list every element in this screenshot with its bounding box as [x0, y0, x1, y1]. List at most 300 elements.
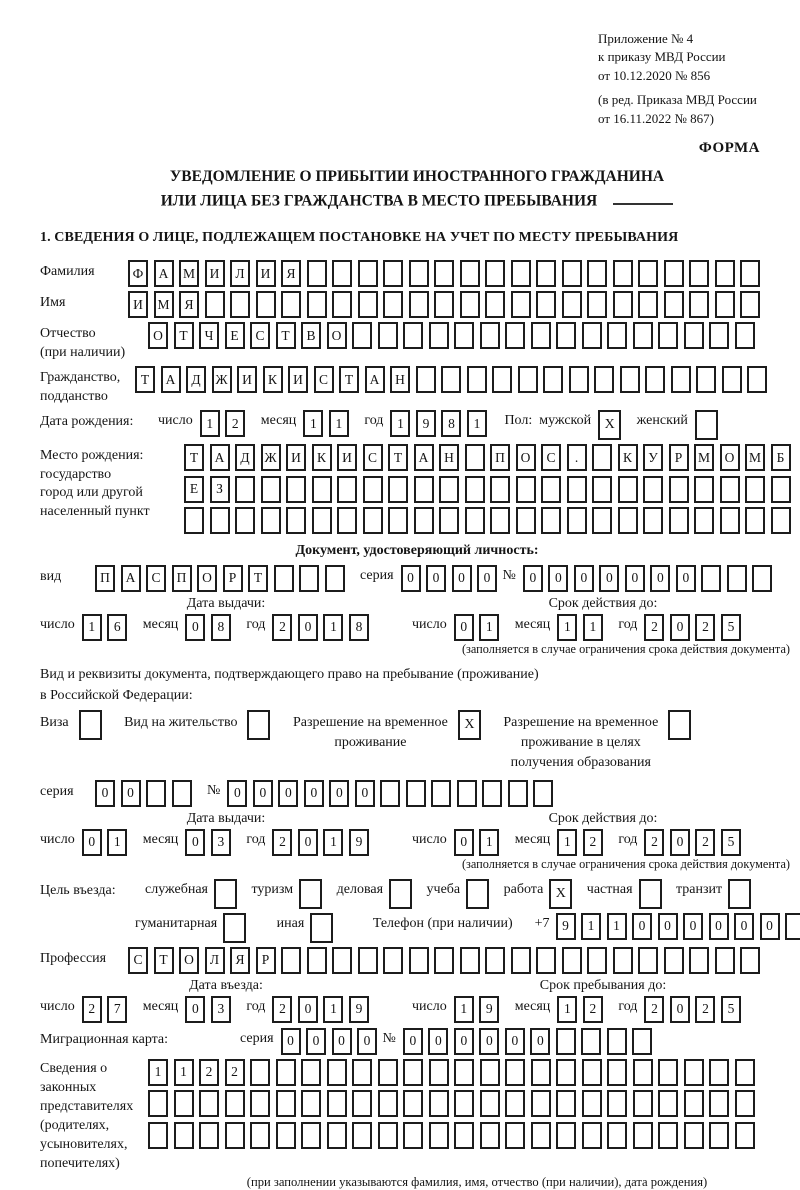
char-cell[interactable] [658, 322, 678, 349]
char-cell[interactable] [358, 291, 378, 318]
char-cell[interactable]: 1 [607, 913, 627, 940]
char-cell[interactable] [230, 291, 250, 318]
char-cell[interactable] [327, 1122, 347, 1149]
char-cell[interactable]: 2 [644, 829, 664, 856]
char-cell[interactable] [441, 366, 461, 393]
char-cell[interactable] [383, 291, 403, 318]
char-cell[interactable] [406, 780, 426, 807]
char-cell[interactable]: 1 [329, 410, 349, 437]
char-cell[interactable] [172, 780, 192, 807]
purpose-other-checkbox[interactable] [310, 913, 339, 943]
char-cell[interactable] [454, 322, 474, 349]
char-cell[interactable]: 1 [82, 614, 102, 641]
char-cell[interactable]: 0 [530, 1028, 550, 1055]
char-cell[interactable] [715, 291, 735, 318]
char-cell[interactable]: А [210, 444, 230, 471]
temp-residence-checkbox[interactable] [458, 710, 487, 740]
char-cell[interactable] [250, 1059, 270, 1086]
char-cell[interactable] [460, 947, 480, 974]
char-cell[interactable]: О [179, 947, 199, 974]
char-cell[interactable] [689, 291, 709, 318]
purpose-business-checkbox[interactable] [389, 879, 418, 909]
id-doc-kind-field[interactable] [95, 565, 350, 592]
char-cell[interactable] [485, 260, 505, 287]
char-cell[interactable] [696, 366, 716, 393]
char-cell[interactable]: У [643, 444, 663, 471]
char-cell[interactable]: 2 [272, 614, 292, 641]
char-cell[interactable] [541, 476, 561, 503]
char-cell[interactable] [709, 1122, 729, 1149]
char-cell[interactable] [439, 476, 459, 503]
char-cell[interactable] [301, 1059, 321, 1086]
purpose-official-checkbox[interactable] [214, 879, 243, 909]
char-cell[interactable]: 0 [298, 996, 318, 1023]
char-cell[interactable]: Н [439, 444, 459, 471]
char-cell[interactable]: С [541, 444, 561, 471]
char-cell[interactable] [511, 947, 531, 974]
char-cell[interactable]: 2 [583, 996, 603, 1023]
char-cell[interactable] [516, 507, 536, 534]
char-cell[interactable] [658, 1122, 678, 1149]
char-cell[interactable]: 2 [82, 996, 102, 1023]
char-cell[interactable] [607, 322, 627, 349]
char-cell[interactable] [638, 260, 658, 287]
char-cell[interactable]: 2 [644, 614, 664, 641]
char-cell[interactable]: И [128, 291, 148, 318]
char-cell[interactable]: М [745, 444, 765, 471]
char-cell[interactable] [607, 1090, 627, 1117]
res-expiry-year[interactable] [644, 829, 746, 856]
char-cell[interactable] [429, 1090, 449, 1117]
char-cell[interactable] [148, 1090, 168, 1117]
char-cell[interactable] [380, 780, 400, 807]
char-cell[interactable] [454, 1059, 474, 1086]
char-cell[interactable]: Л [205, 947, 225, 974]
residence-permit-checkbox[interactable] [247, 710, 276, 740]
char-cell[interactable]: 0 [298, 614, 318, 641]
edu-residence-checkbox[interactable] [668, 710, 697, 740]
res-expiry-day[interactable] [454, 829, 505, 856]
char-cell[interactable]: 0 [574, 565, 594, 592]
char-cell[interactable]: 0 [676, 565, 696, 592]
char-cell[interactable] [225, 1090, 245, 1117]
char-cell[interactable]: Т [154, 947, 174, 974]
char-cell[interactable]: 0 [332, 1028, 352, 1055]
char-cell[interactable] [332, 291, 352, 318]
char-cell[interactable] [235, 476, 255, 503]
char-cell[interactable]: П [172, 565, 192, 592]
char-cell[interactable] [671, 366, 691, 393]
char-cell[interactable] [613, 947, 633, 974]
char-cell[interactable] [536, 291, 556, 318]
char-cell[interactable] [480, 1122, 500, 1149]
char-cell[interactable]: Т [276, 322, 296, 349]
mc-number-field[interactable] [403, 1028, 658, 1055]
char-cell[interactable]: 2 [695, 996, 715, 1023]
char-cell[interactable] [562, 947, 582, 974]
char-cell[interactable] [740, 291, 760, 318]
char-cell[interactable] [310, 913, 333, 943]
visa-checkbox[interactable] [79, 710, 108, 740]
char-cell[interactable] [645, 366, 665, 393]
char-cell[interactable] [633, 1059, 653, 1086]
char-cell[interactable] [618, 507, 638, 534]
char-cell[interactable] [709, 1090, 729, 1117]
char-cell[interactable] [414, 507, 434, 534]
char-cell[interactable]: И [256, 260, 276, 287]
char-cell[interactable]: 9 [349, 829, 369, 856]
char-cell[interactable] [582, 1122, 602, 1149]
char-cell[interactable] [587, 291, 607, 318]
char-cell[interactable]: 1 [557, 614, 577, 641]
char-cell[interactable] [694, 507, 714, 534]
char-cell[interactable]: 0 [599, 565, 619, 592]
char-cell[interactable]: С [250, 322, 270, 349]
char-cell[interactable]: 0 [670, 996, 690, 1023]
purpose-transit-checkbox[interactable] [728, 879, 757, 909]
char-cell[interactable] [613, 291, 633, 318]
char-cell[interactable] [409, 291, 429, 318]
char-cell[interactable] [740, 260, 760, 287]
char-cell[interactable] [429, 1059, 449, 1086]
char-cell[interactable]: 0 [523, 565, 543, 592]
char-cell[interactable]: 9 [416, 410, 436, 437]
char-cell[interactable] [715, 260, 735, 287]
char-cell[interactable] [409, 260, 429, 287]
birth-day-field[interactable] [200, 410, 251, 437]
char-cell[interactable] [747, 366, 767, 393]
char-cell[interactable] [567, 476, 587, 503]
entry-day[interactable] [82, 996, 133, 1023]
char-cell[interactable] [434, 260, 454, 287]
char-cell[interactable] [684, 322, 704, 349]
char-cell[interactable] [332, 947, 352, 974]
char-cell[interactable] [618, 476, 638, 503]
char-cell[interactable]: X [598, 410, 621, 440]
char-cell[interactable] [358, 260, 378, 287]
char-cell[interactable]: И [237, 366, 257, 393]
char-cell[interactable] [684, 1059, 704, 1086]
char-cell[interactable] [518, 366, 538, 393]
char-cell[interactable] [299, 879, 322, 909]
char-cell[interactable] [505, 1090, 525, 1117]
stay-month[interactable] [557, 996, 608, 1023]
char-cell[interactable] [664, 291, 684, 318]
char-cell[interactable] [281, 291, 301, 318]
char-cell[interactable] [582, 1090, 602, 1117]
char-cell[interactable]: 1 [390, 410, 410, 437]
char-cell[interactable] [431, 780, 451, 807]
char-cell[interactable]: Б [771, 444, 791, 471]
char-cell[interactable] [457, 780, 477, 807]
purpose-work-checkbox[interactable] [549, 879, 578, 909]
char-cell[interactable]: 8 [441, 410, 461, 437]
char-cell[interactable] [184, 507, 204, 534]
char-cell[interactable]: 5 [721, 996, 741, 1023]
char-cell[interactable] [199, 1122, 219, 1149]
char-cell[interactable] [454, 1122, 474, 1149]
char-cell[interactable]: 0 [82, 829, 102, 856]
char-cell[interactable]: К [312, 444, 332, 471]
char-cell[interactable] [562, 260, 582, 287]
char-cell[interactable]: И [337, 444, 357, 471]
citizenship-field[interactable] [135, 366, 773, 393]
char-cell[interactable] [490, 476, 510, 503]
char-cell[interactable] [581, 1028, 601, 1055]
char-cell[interactable] [485, 291, 505, 318]
char-cell[interactable] [276, 1090, 296, 1117]
char-cell[interactable] [465, 444, 485, 471]
char-cell[interactable] [643, 507, 663, 534]
char-cell[interactable] [511, 260, 531, 287]
char-cell[interactable]: 0 [479, 1028, 499, 1055]
char-cell[interactable] [307, 291, 327, 318]
char-cell[interactable] [638, 291, 658, 318]
char-cell[interactable]: 0 [403, 1028, 423, 1055]
char-cell[interactable]: 0 [734, 913, 754, 940]
char-cell[interactable] [466, 879, 489, 909]
char-cell[interactable]: 1 [454, 996, 474, 1023]
char-cell[interactable]: Т [174, 322, 194, 349]
char-cell[interactable] [689, 947, 709, 974]
char-cell[interactable]: 5 [721, 614, 741, 641]
char-cell[interactable] [434, 947, 454, 974]
char-cell[interactable] [388, 476, 408, 503]
char-cell[interactable] [403, 1059, 423, 1086]
char-cell[interactable]: М [694, 444, 714, 471]
char-cell[interactable]: 1 [200, 410, 220, 437]
char-cell[interactable] [505, 1122, 525, 1149]
char-cell[interactable] [247, 710, 270, 740]
char-cell[interactable] [429, 1122, 449, 1149]
char-cell[interactable] [658, 1059, 678, 1086]
char-cell[interactable] [174, 1090, 194, 1117]
char-cell[interactable] [556, 1059, 576, 1086]
char-cell[interactable] [327, 1090, 347, 1117]
char-cell[interactable] [312, 507, 332, 534]
res-issue-day[interactable] [82, 829, 133, 856]
char-cell[interactable]: Ж [212, 366, 232, 393]
char-cell[interactable]: Я [281, 260, 301, 287]
char-cell[interactable] [148, 1122, 168, 1149]
char-cell[interactable] [587, 260, 607, 287]
char-cell[interactable] [235, 507, 255, 534]
char-cell[interactable] [695, 410, 718, 440]
char-cell[interactable] [567, 507, 587, 534]
char-cell[interactable]: 2 [272, 996, 292, 1023]
char-cell[interactable]: 1 [323, 996, 343, 1023]
char-cell[interactable]: 1 [323, 614, 343, 641]
char-cell[interactable]: Т [184, 444, 204, 471]
char-cell[interactable] [607, 1028, 627, 1055]
char-cell[interactable] [490, 507, 510, 534]
char-cell[interactable]: О [327, 322, 347, 349]
char-cell[interactable] [785, 913, 800, 940]
char-cell[interactable]: О [516, 444, 536, 471]
char-cell[interactable] [556, 1090, 576, 1117]
char-cell[interactable] [664, 947, 684, 974]
char-cell[interactable]: 0 [548, 565, 568, 592]
char-cell[interactable] [740, 947, 760, 974]
entry-month[interactable] [185, 996, 236, 1023]
char-cell[interactable] [709, 322, 729, 349]
birth-month-field[interactable] [303, 410, 354, 437]
char-cell[interactable]: 1 [107, 829, 127, 856]
char-cell[interactable]: З [210, 476, 230, 503]
char-cell[interactable]: 0 [426, 565, 446, 592]
char-cell[interactable] [592, 507, 612, 534]
char-cell[interactable]: А [414, 444, 434, 471]
char-cell[interactable] [325, 565, 345, 592]
sex-female-checkbox[interactable] [695, 410, 724, 440]
char-cell[interactable] [669, 476, 689, 503]
char-cell[interactable] [460, 291, 480, 318]
char-cell[interactable] [505, 1059, 525, 1086]
char-cell[interactable] [543, 366, 563, 393]
char-cell[interactable]: 1 [557, 829, 577, 856]
char-cell[interactable] [327, 1059, 347, 1086]
char-cell[interactable]: 0 [185, 996, 205, 1023]
char-cell[interactable]: А [121, 565, 141, 592]
residence-series-field[interactable] [95, 780, 197, 807]
char-cell[interactable]: 0 [709, 913, 729, 940]
char-cell[interactable] [301, 1090, 321, 1117]
char-cell[interactable]: 9 [556, 913, 576, 940]
char-cell[interactable] [582, 1059, 602, 1086]
char-cell[interactable]: Ч [199, 322, 219, 349]
char-cell[interactable]: 0 [185, 829, 205, 856]
char-cell[interactable] [735, 1122, 755, 1149]
char-cell[interactable]: 0 [185, 614, 205, 641]
char-cell[interactable]: К [263, 366, 283, 393]
char-cell[interactable] [358, 947, 378, 974]
purpose-private-checkbox[interactable] [639, 879, 668, 909]
char-cell[interactable] [633, 1122, 653, 1149]
char-cell[interactable] [286, 507, 306, 534]
sex-male-checkbox[interactable] [598, 410, 627, 440]
char-cell[interactable] [261, 507, 281, 534]
char-cell[interactable] [480, 322, 500, 349]
char-cell[interactable] [434, 291, 454, 318]
char-cell[interactable]: С [314, 366, 334, 393]
char-cell[interactable] [485, 947, 505, 974]
char-cell[interactable] [701, 565, 721, 592]
char-cell[interactable]: Е [225, 322, 245, 349]
char-cell[interactable] [352, 1122, 372, 1149]
char-cell[interactable] [633, 1090, 653, 1117]
char-cell[interactable] [684, 1090, 704, 1117]
char-cell[interactable] [728, 879, 751, 909]
mc-series-field[interactable] [281, 1028, 383, 1055]
char-cell[interactable]: 0 [632, 913, 652, 940]
char-cell[interactable]: 1 [174, 1059, 194, 1086]
char-cell[interactable] [281, 947, 301, 974]
char-cell[interactable]: Я [230, 947, 250, 974]
char-cell[interactable] [639, 879, 662, 909]
char-cell[interactable]: 1 [581, 913, 601, 940]
char-cell[interactable] [250, 1090, 270, 1117]
entry-year[interactable] [272, 996, 374, 1023]
char-cell[interactable]: 8 [349, 614, 369, 641]
id-expiry-year[interactable] [644, 614, 746, 641]
char-cell[interactable]: П [95, 565, 115, 592]
char-cell[interactable] [312, 476, 332, 503]
char-cell[interactable] [337, 476, 357, 503]
purpose-tourism-checkbox[interactable] [299, 879, 328, 909]
char-cell[interactable]: 2 [644, 996, 664, 1023]
phone-field[interactable] [556, 913, 800, 940]
char-cell[interactable]: Р [223, 565, 243, 592]
char-cell[interactable]: Р [669, 444, 689, 471]
char-cell[interactable] [299, 565, 319, 592]
char-cell[interactable] [301, 1122, 321, 1149]
char-cell[interactable] [709, 1059, 729, 1086]
char-cell[interactable] [388, 507, 408, 534]
char-cell[interactable] [531, 322, 551, 349]
char-cell[interactable] [582, 322, 602, 349]
char-cell[interactable]: 2 [272, 829, 292, 856]
patronymic-field[interactable] [148, 322, 760, 349]
char-cell[interactable]: Н [390, 366, 410, 393]
char-cell[interactable]: 0 [452, 565, 472, 592]
char-cell[interactable] [531, 1122, 551, 1149]
char-cell[interactable]: 0 [355, 780, 375, 807]
char-cell[interactable]: X [549, 879, 572, 909]
char-cell[interactable]: 0 [505, 1028, 525, 1055]
char-cell[interactable] [735, 322, 755, 349]
char-cell[interactable] [536, 947, 556, 974]
char-cell[interactable]: 7 [107, 996, 127, 1023]
char-cell[interactable]: 1 [148, 1059, 168, 1086]
char-cell[interactable]: . [567, 444, 587, 471]
birth-place-field-row3[interactable] [184, 507, 796, 534]
char-cell[interactable]: 0 [477, 565, 497, 592]
char-cell[interactable]: Л [230, 260, 250, 287]
char-cell[interactable] [403, 1122, 423, 1149]
char-cell[interactable]: 9 [479, 996, 499, 1023]
res-issue-year[interactable] [272, 829, 374, 856]
char-cell[interactable] [689, 260, 709, 287]
char-cell[interactable] [460, 260, 480, 287]
id-issue-month[interactable] [185, 614, 236, 641]
char-cell[interactable]: С [146, 565, 166, 592]
char-cell[interactable] [352, 1059, 372, 1086]
char-cell[interactable] [352, 322, 372, 349]
stay-day[interactable] [454, 996, 505, 1023]
char-cell[interactable]: Т [248, 565, 268, 592]
char-cell[interactable]: Т [339, 366, 359, 393]
char-cell[interactable] [735, 1090, 755, 1117]
char-cell[interactable]: 2 [225, 410, 245, 437]
char-cell[interactable] [467, 366, 487, 393]
char-cell[interactable] [337, 507, 357, 534]
char-cell[interactable] [720, 507, 740, 534]
given-name-field[interactable] [128, 291, 766, 318]
purpose-humanitarian-checkbox[interactable] [223, 913, 252, 943]
char-cell[interactable]: 0 [625, 565, 645, 592]
char-cell[interactable]: 0 [306, 1028, 326, 1055]
char-cell[interactable]: О [197, 565, 217, 592]
char-cell[interactable]: 2 [199, 1059, 219, 1086]
char-cell[interactable]: 2 [695, 614, 715, 641]
char-cell[interactable] [332, 260, 352, 287]
char-cell[interactable]: 0 [454, 1028, 474, 1055]
char-cell[interactable] [669, 507, 689, 534]
char-cell[interactable]: А [154, 260, 174, 287]
char-cell[interactable]: 0 [428, 1028, 448, 1055]
char-cell[interactable] [592, 476, 612, 503]
char-cell[interactable] [383, 260, 403, 287]
